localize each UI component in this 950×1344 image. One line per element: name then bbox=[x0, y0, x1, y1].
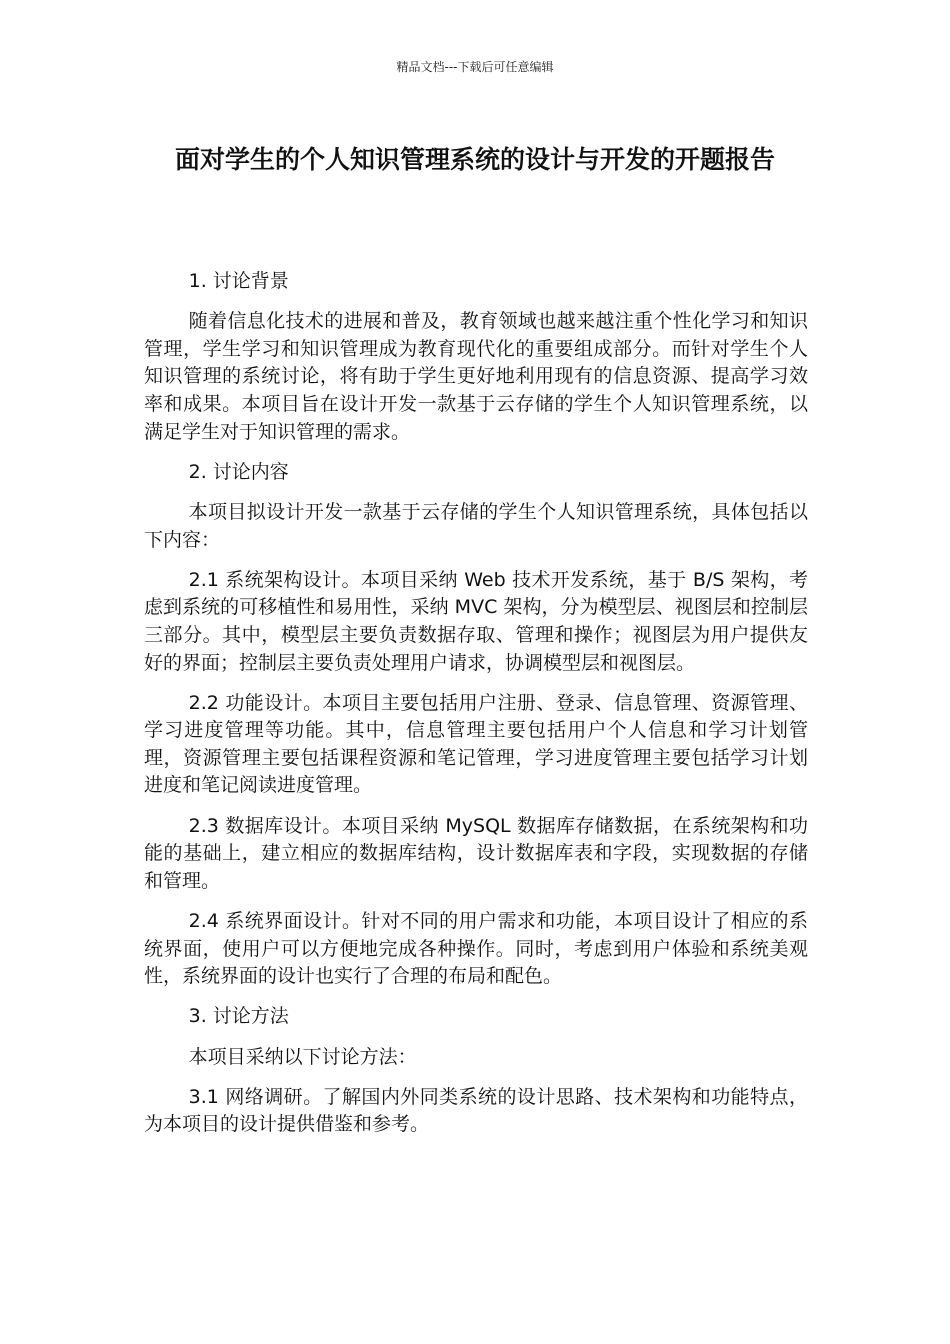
section-heading-content: 2. 讨论内容 bbox=[188, 460, 289, 483]
section-heading-methods: 3. 讨论方法 bbox=[188, 1005, 289, 1028]
document-title: 面对学生的个人知识管理系统的设计与开发的开题报告 bbox=[174, 145, 775, 174]
document-body bbox=[144, 268, 808, 1152]
paragraph-web-research: 3.1 网络调研。了解国内外同类系统的设计思路、技术架构和功能特点，为本项目的设计提供借鉴和参考。 bbox=[144, 1085, 808, 1136]
paragraph-background: 随着信息化技术的进展和普及，教育领域也越来越注重个性化学习和知识管理，学生学习和知识管理成为教育现代化的重要组成部分。而针对学生个人知识管理的系统讨论，将有助于学生更好地利用现有的信息资源、提高学习效率和成果。本项目旨在设计开发一款基于云存储的学生个人知识管理系统，以满足学生对于知识管理的需求。 bbox=[144, 310, 808, 443]
paragraph-content-intro: 本项目拟设计开发一款基于云存储的学生个人知识管理系统，具体包括以下内容： bbox=[144, 500, 808, 551]
paragraph-database-design: 2.3 数据库设计。本项目采纳 MySQL 数据库存储数据，在系统架构和功能的基础上，建立相应的数据库结构，设计数据库表和字段，实现数据的存储和管理。 bbox=[144, 814, 808, 892]
paragraph-interface-design: 2.4 系统界面设计。针对不同的用户需求和功能，本项目设计了相应的系统界面，使用户可以方便地完成各种操作。同时，考虑到用户体验和系统美观性，系统界面的设计也实行了合理的布局和配色。 bbox=[144, 910, 808, 988]
section-heading-background: 1. 讨论背景 bbox=[188, 270, 289, 292]
paragraph-methods-intro: 本项目采纳以下讨论方法： bbox=[188, 1045, 417, 1068]
page-header-watermark: 精品文档---下载后可任意编辑 bbox=[396, 60, 554, 74]
paragraph-architecture-design: 2.1 系统架构设计。本项目采纳 Web 技术开发系统，基于 B/S 架构，考虑到系统的可移植性和易用性，采纳 MVC 架构，分为模型层、视图层和控制层三部分。其中，模型层主要负责数据存取、管理和操作；视图层为用户提供友好的界面；控制层主要负责处理用户请求，协调模型层和视图层。 bbox=[144, 568, 808, 674]
paragraph-function-design: 2.2 功能设计。本项目主要包括用户注册、登录、信息管理、资源管理、学习进度管理等功能。其中，信息管理主要包括用户个人信息和学习计划管理，资源管理主要包括课程资源和笔记管理，学习进度管理主要包括学习计划进度和笔记阅读进度管理。 bbox=[144, 691, 808, 797]
